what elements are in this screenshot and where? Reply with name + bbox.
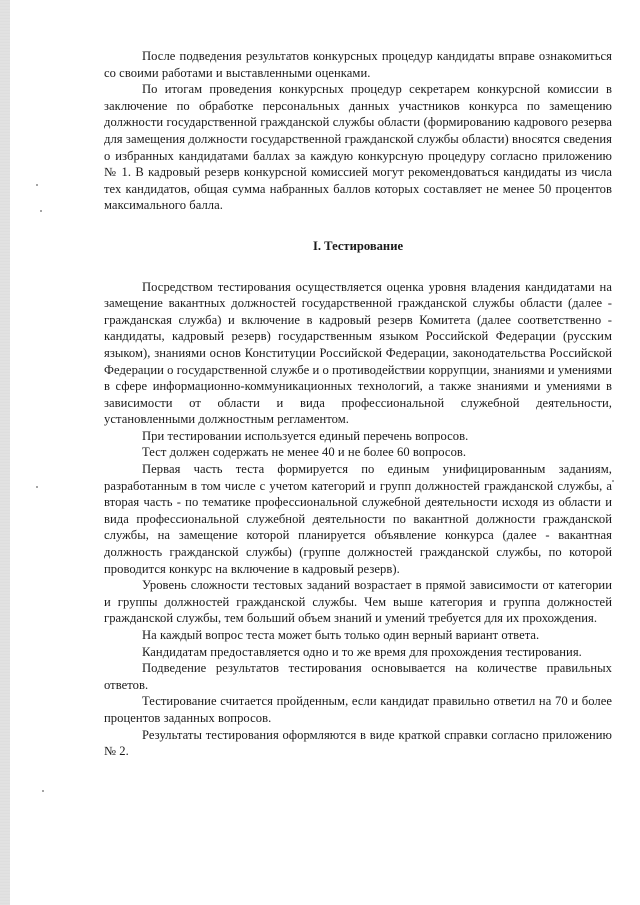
paragraph: По итогам проведения конкурсных процедур секретарем конкурсной комиссии в заключение по обработке персональных данных участников конкурса по замещению должности государственной гражданской службы области (формированию кадрового резерва для замещения должности государственной гражданской службы области) вносятся сведения о избранных кандидатами баллах за каждую конкурсную процедуру согласно приложению № 1. В кадровый резерв конкурсной комиссией могут рекомендоваться кандидаты из числа тех кандидатов, общая сумма набранных баллов которых составляет не менее 50 процентов максимального балла. bbox=[104, 82, 612, 213]
document-page bbox=[104, 48, 612, 760]
paragraph: На каждый вопрос теста может быть только один верный вариант ответа. bbox=[142, 628, 540, 642]
paragraph: При тестировании используется единый перечень вопросов. bbox=[142, 428, 469, 443]
scan-speck bbox=[612, 480, 614, 482]
paragraph: Подведение результатов тестирования основывается на количестве правильных ответов. bbox=[104, 661, 612, 692]
paragraph: Посредством тестирования осуществляется оценка уровня владения кандидатами на замещение вакантных должностей государственной гражданской службы области (далее - гражданская служба) и включение в кадровый резерв Комитета (далее соответственно - кандидаты, кадровый резерв) государственным языком Российской Федерации (русским языком), знаниями основ Конституции Российской Федерации, законодательства Российской Федерации о государственной службе и о противодействии коррупции, знаниями и умениями в сфере информационно-коммуникационных технологий, а также знаниями и умениями в зависимости от области и вида профессиональной служебной деятельности, установленными должностным регламентом. bbox=[104, 279, 612, 427]
paragraph: Первая часть теста формируется по единым унифицированным заданиям, разработанным в том числе с учетом категорий и групп должностей гражданской службы, а вторая часть - по тематике профессиональной служебной деятельности исходя из области и вида профессиональной служебной деятельности по вакантной должности гражданской службы, на замещение которой планируется объявление конкурса (далее - вакантная должность гражданской службы) (группе должностей гражданской службы, по которой проводится конкурс на включение в кадровый резерв). bbox=[104, 462, 612, 576]
paragraph: Уровень сложности тестовых заданий возрастает в прямой зависимости от категории и группы должностей гражданской службы. Чем выше категория и группа должностей гражданской службы, тем больший объем знаний и умений требуется для их прохождения. bbox=[104, 578, 612, 626]
scan-speck bbox=[36, 184, 38, 186]
paragraph: Тест должен содержать не менее 40 и не более 60 вопросов. bbox=[142, 445, 467, 460]
paragraph: После подведения результатов конкурсных процедур кандидаты вправе ознакомиться со своими работами и выставленными оценками. bbox=[104, 49, 612, 80]
scan-speck bbox=[40, 210, 42, 212]
paragraph: Результаты тестирования оформляются в виде краткой справки согласно приложению № 2. bbox=[104, 727, 612, 759]
section-title: I. Тестирование bbox=[312, 238, 404, 253]
scan-edge bbox=[0, 0, 10, 905]
paragraph: Тестирование считается пройденным, если кандидат правильно ответил на 70 и более процентов заданных вопросов. bbox=[104, 694, 612, 725]
scan-speck bbox=[36, 486, 38, 488]
scan-speck bbox=[42, 790, 44, 792]
paragraph: Кандидатам предоставляется одно и то же время для прохождения тестирования. bbox=[142, 644, 582, 659]
